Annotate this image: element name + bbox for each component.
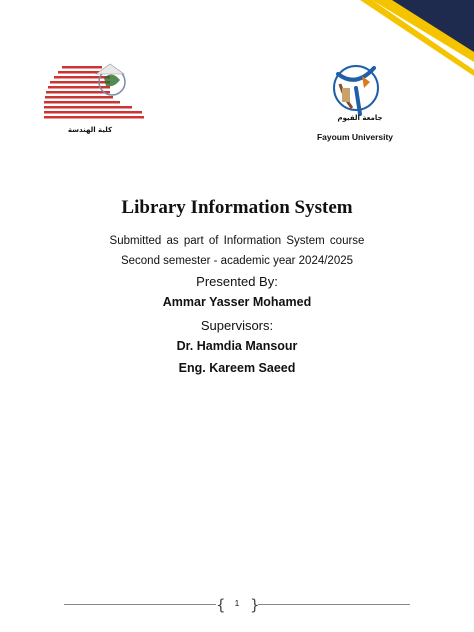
semester-line: Second semester - academic year 2024/2025 — [120, 255, 354, 267]
supervisor-2: Eng. Kareem Saeed — [178, 361, 296, 375]
faculty-logo-stripes — [44, 66, 144, 119]
footer-rule-left — [64, 604, 216, 605]
footer-right-bracket: } — [250, 596, 260, 614]
footer-rule-right — [258, 604, 410, 605]
author-name: Ammar Yasser Mohamed — [162, 295, 312, 309]
presented-by-label: Presented By: — [196, 274, 278, 289]
page-number: 1 — [234, 599, 240, 608]
university-name: Fayoum University — [316, 132, 394, 142]
faculty-logo-emblem — [104, 74, 120, 86]
university-logo — [326, 58, 386, 122]
supervisor-1: Dr. Hamdia Mansour — [176, 339, 298, 353]
faculty-logo-caption: كلية الهندسة — [67, 126, 113, 134]
footer-left-bracket: { — [216, 596, 226, 614]
document-title: Library Information System — [121, 197, 353, 218]
submitted-line: Submitted as part of Information System course — [109, 235, 365, 247]
university-logo-caption: جامعة الفيوم — [337, 114, 383, 122]
supervisors-label: Supervisors: — [200, 318, 274, 333]
